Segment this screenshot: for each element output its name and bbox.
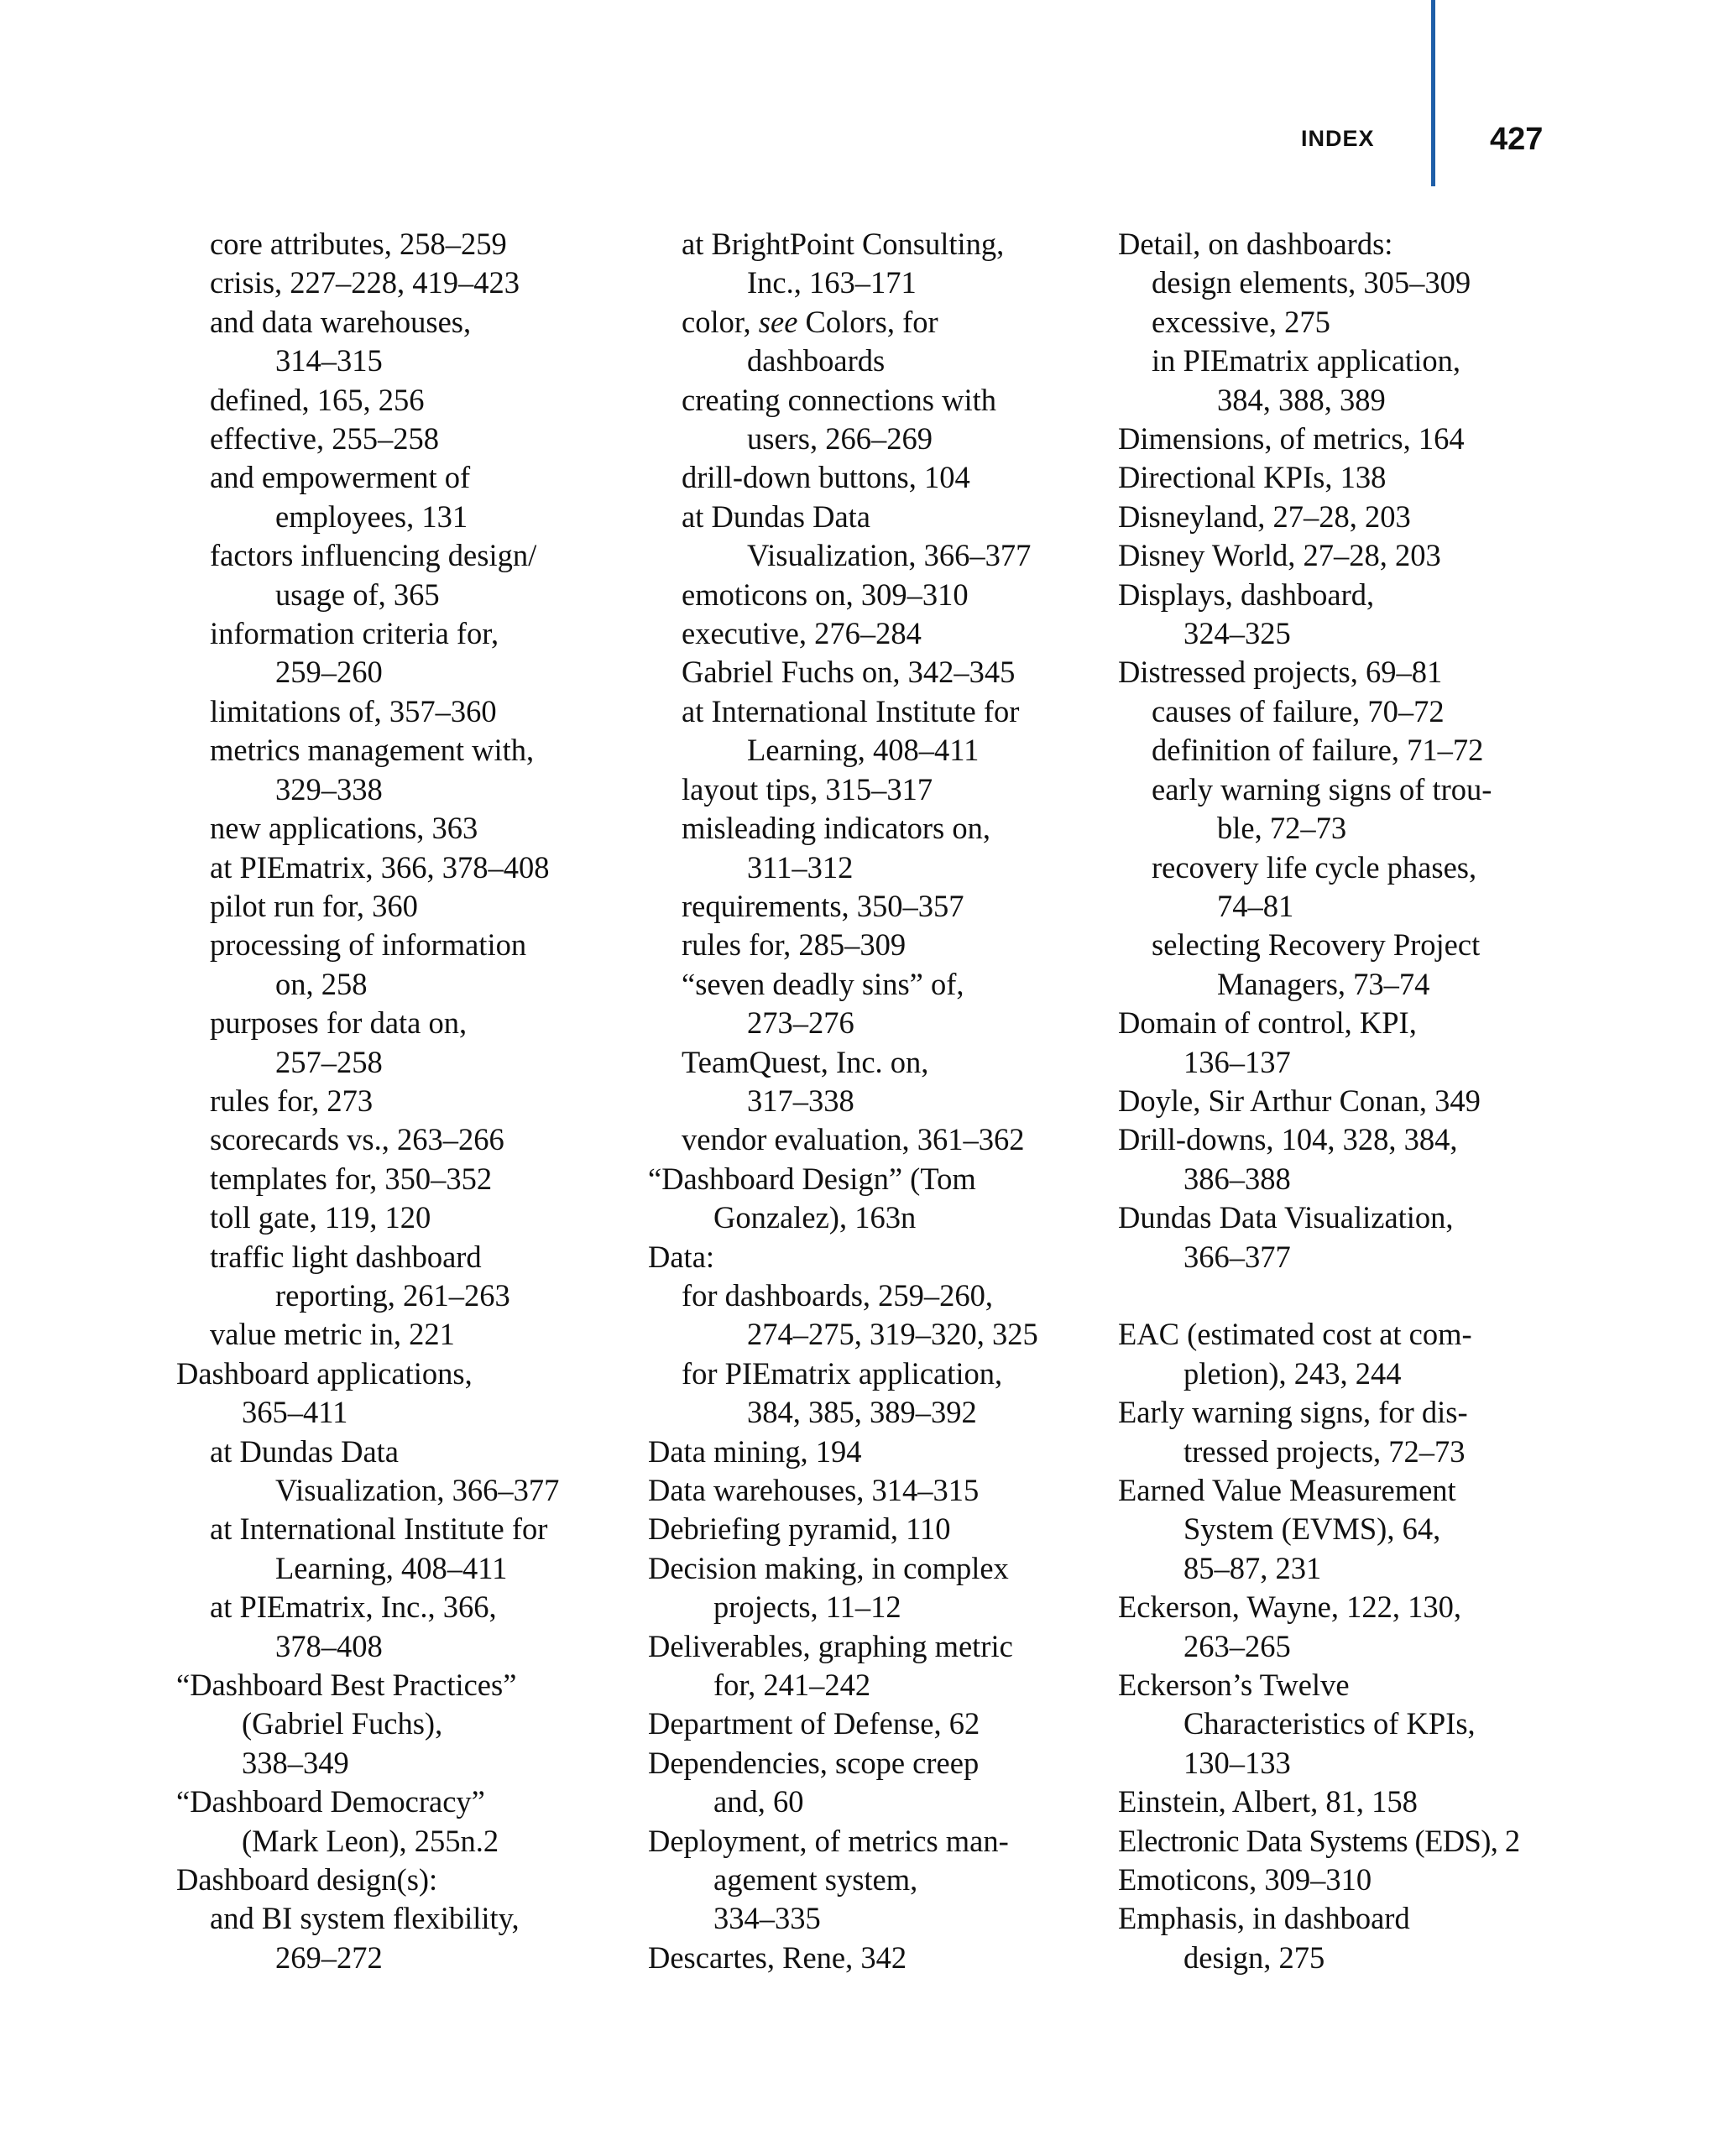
- letter-group-gap: [1118, 1276, 1520, 1315]
- index-entry: Eckerson’s Twelve Characteristics of KPIs, 130–133: [1118, 1668, 1476, 1780]
- index-column-1: [176, 225, 559, 1977]
- index-subentry: at International Institute for Learning, 408–411: [210, 1511, 548, 1585]
- index-entry: EAC (estimated cost at com- pletion), 243, 244: [1118, 1317, 1472, 1391]
- index-subentry: factors influencing design/ usage of, 365: [210, 538, 537, 612]
- index-entry: Dependencies, scope creep and, 60: [648, 1745, 980, 1819]
- index-subentry: at PIEmatrix, 366, 378–408: [210, 849, 550, 885]
- index-subentry: defined, 165, 256: [210, 382, 425, 417]
- index-subentry: at Dundas Data Visualization, 366–377: [210, 1433, 560, 1507]
- index-subentry: pilot run for, 360: [210, 888, 418, 923]
- index-subentry: Gabriel Fuchs on, 342–345: [682, 655, 1016, 690]
- index-entry: Decision making, in complex projects, 11–12: [648, 1550, 1009, 1625]
- index-entry: Deployment, of metrics man- agement system, 334–335: [648, 1823, 1009, 1936]
- index-subentry: early warning signs of trou- ble, 72–73: [1152, 771, 1492, 846]
- index-subentry: in PIEmatrix application, 384, 388, 389: [1152, 343, 1460, 417]
- index-subentry: executive, 276–284: [682, 616, 922, 651]
- index-subentry: definition of failure, 71–72: [1152, 733, 1484, 768]
- index-subentry: purposes for data on, 257–258: [210, 1005, 468, 1079]
- index-subentry: processing of information on, 258: [210, 927, 527, 1001]
- index-subentry: emoticons on, 309–310: [682, 577, 969, 612]
- index-subentry: design elements, 305–309: [1152, 265, 1471, 300]
- index-entry: Eckerson, Wayne, 122, 130, 263–265: [1118, 1590, 1461, 1663]
- index-subentry: TeamQuest, Inc. on, 317–338: [682, 1044, 929, 1118]
- index-subentry: at PIEmatrix, Inc., 366, 378–408: [210, 1590, 497, 1663]
- index-entry: Domain of control, KPI, 136–137: [1118, 1005, 1417, 1079]
- index-entry: Data warehouses, 314–315: [648, 1473, 980, 1507]
- index-subentry: and BI system flexibility, 269–272: [210, 1901, 520, 1975]
- index-subentry: color, see Colors, for dashboards: [682, 304, 938, 378]
- index-entry: Emoticons, 309–310: [1118, 1862, 1372, 1898]
- index-subentry: excessive, 275: [1152, 304, 1330, 339]
- index-subentry: new applications, 363: [210, 811, 478, 846]
- index-entry: Doyle, Sir Arthur Conan, 349: [1118, 1083, 1481, 1118]
- index-entry: Detail, on dashboards:: [1118, 227, 1393, 261]
- index-subentry: scorecards vs., 263–266: [210, 1122, 504, 1157]
- index-subentry: metrics management with, 329–338: [210, 733, 535, 807]
- index-subentry: “seven deadly sins” of, 273–276: [682, 966, 964, 1041]
- running-head: INDEX: [1301, 126, 1375, 151]
- index-subentry: toll gate, 119, 120: [210, 1200, 431, 1235]
- index-subentry: and empowerment of employees, 131: [210, 460, 471, 534]
- index-column-2: [648, 225, 1038, 1977]
- index-entry: Einstein, Albert, 81, 158: [1118, 1784, 1418, 1819]
- index-entry: “Dashboard Best Practices” (Gabriel Fuchs), 338–349: [176, 1668, 517, 1780]
- index-subentry: and data warehouses, 314–315: [210, 304, 472, 378]
- index-entry: Dashboard applications, 365–411: [176, 1355, 473, 1430]
- index-subentry: creating connections with users, 266–269: [682, 382, 997, 457]
- index-subentry: rules for, 273: [210, 1083, 374, 1118]
- index-entry: Department of Defense, 62: [648, 1706, 980, 1741]
- index-subentry: effective, 255–258: [210, 421, 439, 457]
- index-entry: Data:: [648, 1239, 715, 1274]
- index-subentry: information criteria for, 259–260: [210, 616, 499, 690]
- index-entry: “Dashboard Democracy” (Mark Leon), 255n.2: [176, 1784, 499, 1858]
- header-rule: [1431, 0, 1435, 186]
- index-subentry: selecting Recovery Project Managers, 73–74: [1152, 927, 1481, 1001]
- index-subentry: drill-down buttons, 104: [682, 460, 970, 495]
- index-entry: Displays, dashboard, 324–325: [1118, 577, 1375, 651]
- index-entry: Electronic Data Systems (EDS), 2: [1118, 1823, 1520, 1858]
- index-entry: Distressed projects, 69–81: [1118, 655, 1443, 690]
- index-entry: Earned Value Measurement System (EVMS), 64, 85–87, 231: [1118, 1472, 1456, 1585]
- index-entry: Descartes, Rene, 342: [648, 1939, 907, 1975]
- index-entry: Emphasis, in dashboard design, 275: [1118, 1901, 1410, 1975]
- index-entry: Disneyland, 27–28, 203: [1118, 499, 1411, 534]
- index-subentry: core attributes, 258–259: [210, 227, 507, 261]
- index-entry: Disney World, 27–28, 203: [1118, 538, 1441, 573]
- index-subentry: value metric in, 221: [210, 1317, 455, 1352]
- index-entry: Dimensions, of metrics, 164: [1118, 421, 1465, 457]
- index-subentry: rules for, 285–309: [682, 927, 907, 963]
- index-subentry: layout tips, 315–317: [682, 771, 933, 807]
- index-subentry: misleading indicators on, 311–312: [682, 811, 990, 885]
- index-entry: Drill-downs, 104, 328, 384, 386–388: [1118, 1122, 1458, 1196]
- index-subentry: requirements, 350–357: [682, 888, 964, 923]
- index-entry: “Dashboard Design” (Tom Gonzalez), 163n: [648, 1161, 976, 1235]
- index-entry: Data mining, 194: [648, 1433, 862, 1469]
- index-subentry: for dashboards, 259–260, 274–275, 319–320, 325: [682, 1277, 1038, 1352]
- page-number: 427: [1490, 122, 1544, 157]
- index-subentry: recovery life cycle phases, 74–81: [1152, 849, 1477, 923]
- index-subentry: at BrightPoint Consulting, Inc., 163–171: [682, 227, 1005, 300]
- index-subentry: causes of failure, 70–72: [1152, 693, 1445, 728]
- index-subentry: crisis, 227–228, 419–423: [210, 265, 520, 300]
- index-subentry: for PIEmatrix application, 384, 385, 389–392: [682, 1355, 1003, 1430]
- index-entry: Directional KPIs, 138: [1118, 460, 1387, 495]
- index-subentry: at Dundas Data Visualization, 366–377: [682, 499, 1032, 573]
- index-subentry: traffic light dashboard reporting, 261–263: [210, 1239, 510, 1313]
- index-entry: Deliverables, graphing metric for, 241–242: [648, 1628, 1013, 1703]
- index-subentry: vendor evaluation, 361–362: [682, 1122, 1025, 1157]
- index-column-3: [1118, 225, 1520, 1977]
- index-subentry: at International Institute for Learning, 408–411: [682, 693, 1020, 768]
- index-entry: Dundas Data Visualization, 366–377: [1118, 1200, 1454, 1274]
- index-entry: Debriefing pyramid, 110: [648, 1511, 951, 1547]
- index-entry: Early warning signs, for dis- tressed projects, 72–73: [1118, 1395, 1468, 1469]
- index-subentry: limitations of, 357–360: [210, 693, 497, 728]
- index-subentry: templates for, 350–352: [210, 1161, 493, 1196]
- index-entry: Dashboard design(s):: [176, 1862, 438, 1898]
